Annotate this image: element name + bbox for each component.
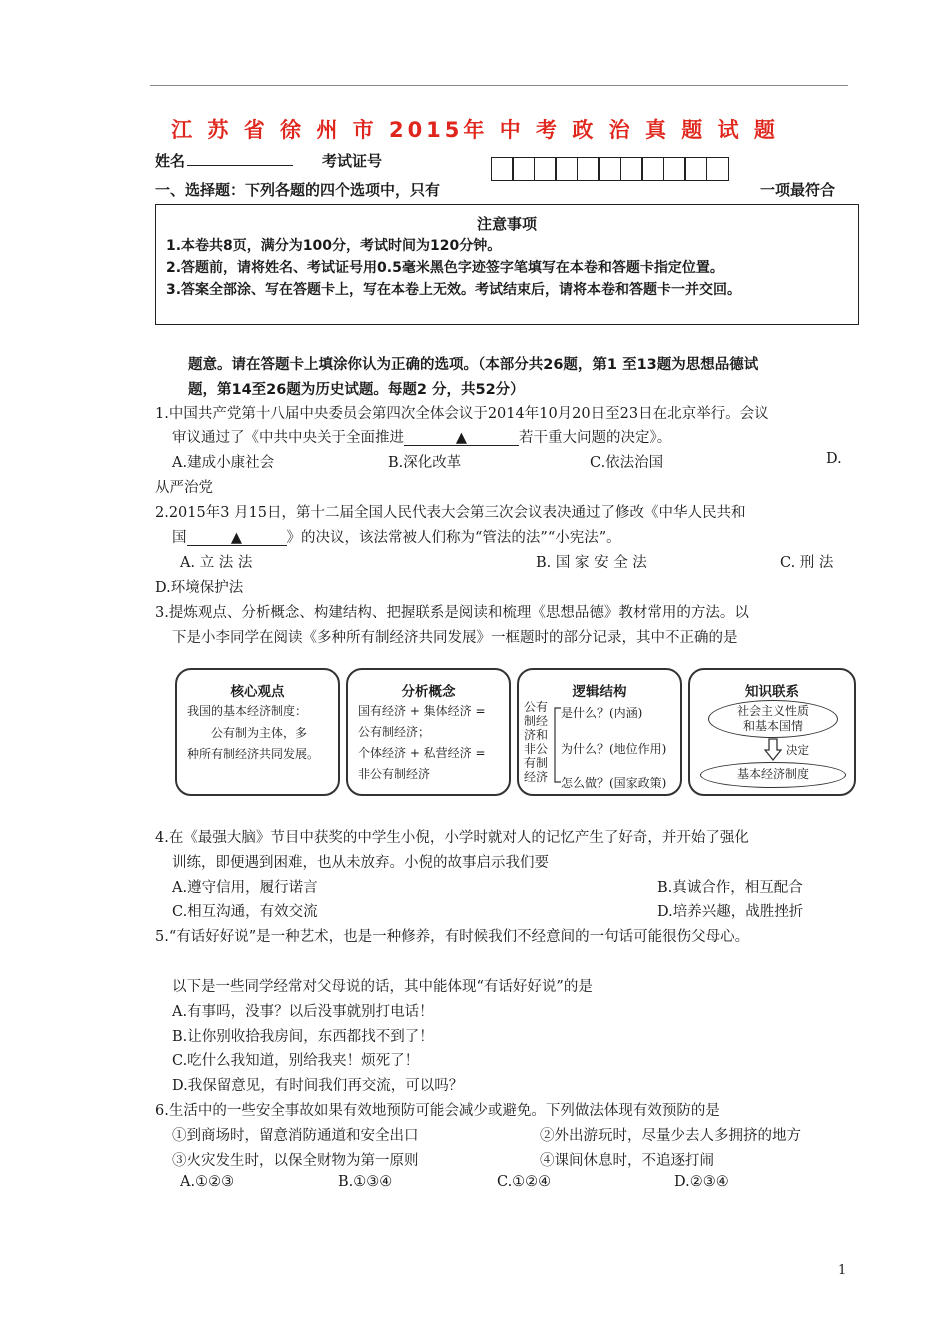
card-concept-analysis [346,668,511,796]
option-a: A.遵守信用，履行诺言 [172,880,318,896]
question-5-stem-2: 以下是一些同学经常对父母说的话，其中能体现“有话好好说”的是 [172,979,593,995]
option-d: D.环境保护法 [155,580,244,596]
card-text: 公有制经济； [358,725,431,739]
card-text: 非公有制经济 [358,767,431,781]
notice-box [155,204,859,325]
name-label: 姓名 [155,152,186,170]
notice-title: 注意事项 [476,215,537,233]
question-3-stem-2: 下是小李同学在阅读《多种所有制经济共同发展》一框题时的部分记录，其中不正确的是 [172,630,738,646]
down-arrow-icon [764,738,782,762]
page-title: 江 苏 省 徐 州 市 2015年 中 考 政 治 真 题 试 题 [171,118,779,142]
option-b: B.真诚合作，相互配合 [657,880,803,896]
question-4-stem: 4.在《最强大脑》节目中获奖的中学生小倪，小学时就对人的记忆产生了好奇，并开始了强化 [155,830,749,846]
card-logic-structure [517,668,682,796]
card-title: 核心观点 [230,684,285,700]
option-c: C.相互沟通，有效交流 [172,904,318,920]
question-3-stem: 3.提炼观点、分析概念、构建结构、把握联系是阅读和梳理《思想品德》教材常用的方法。以 [155,605,749,621]
notice-line: 1.本卷共8页，满分为100分，考试时间为120分钟。 [166,238,502,254]
statement-2: ②外出游玩时，尽量少去人多拥挤的地方 [540,1128,801,1144]
option-b: B.①③④ [338,1174,393,1190]
id-box [706,157,729,181]
statement-1: ①到商场时，留意消防通道和安全出口 [172,1128,419,1144]
option-a: A. 立 法 法 [180,555,253,571]
option-d: D.培养兴趣，战胜挫折 [657,904,804,920]
section-heading: 一、选择题：下列各题的四个选项中，只有 [155,181,441,199]
id-box [641,157,664,181]
question-4-stem-2: 训练，即便遇到困难，也从未放弃。小倪的故事启示我们要 [172,855,549,871]
option-d: D.②③④ [674,1174,729,1190]
option-d: D. [826,451,842,467]
question-6-stem: 6.生活中的一些安全事故如果有效地预防可能会减少或避免。下列做法体现有效预防的是 [155,1103,720,1119]
id-box [620,157,643,181]
card-title: 分析概念 [401,684,456,700]
id-box [534,157,557,181]
option-b: B.深化改革 [388,455,462,471]
card-text: 为什么？(地位作用) [561,742,667,756]
id-box [555,157,578,181]
option-c: C.依法治国 [590,455,664,471]
option-c: C. 刑 法 [780,555,834,571]
option-a: A.有事吗，没事？以后没事就别打电话！ [172,1004,434,1020]
notice-line: 3.答案全部涂、写在答题卡上，写在本卷上无效。考试结束后，请将本卷和答题卡一并交回。 [166,282,742,298]
id-number-boxes [492,157,729,181]
question-2-stem: 2.2015年3 月15日，第十二届全国人民代表大会第三次会议表决通过了修改《中华人民共和 [155,505,746,521]
card-text: 是什么？(内涵) [561,706,643,720]
id-label: 考试证号 [322,152,383,170]
card-text: 公有制为主体，多 [211,726,308,740]
id-box [663,157,686,181]
notice-line: 2.答题前，请将姓名、考试证号用0.5毫米黑色字迹签字笔填写在本卷和答题卡指定位置。 [166,260,724,276]
card-text: 怎么做？(国家政策) [561,776,667,790]
card-text: 个体经济 + 私营经济 = [358,746,486,760]
card-text: 种所有制经济共同发展。 [187,747,320,761]
option-d-text: 从严治党 [155,480,213,496]
card-core-view [175,668,340,796]
option-b: B.让你别收拾我房间，东西都找不到了！ [172,1029,434,1045]
option-b: B. 国 家 安 全 法 [536,555,647,571]
name-underline [187,151,293,166]
question-1-stem-2: 审议通过了《中共中央关于全面推进 ▲ 若干重大问题的决定》。 [172,430,672,446]
option-a: A.建成小康社会 [172,455,275,471]
question-2-stem-2: 国 ▲ 》的决议，该法常被人们称为“管法的法”“小宪法”。 [172,530,621,546]
oval-bottom: 基本经济制度 [700,762,846,788]
question-5-stem: 5.“有话好好说”是一种艺术，也是一种修养，有时候我们不经意间的一句话可能很伤父母心。 [155,929,750,945]
option-c: C.①②④ [497,1174,552,1190]
statement-4: ④课间休息时，不追逐打闹 [540,1153,714,1169]
section-instructions: 题，第14至26题为历史试题。每题2 分，共52分） [188,382,525,398]
card-title: 逻辑结构 [572,684,627,700]
id-box [598,157,621,181]
card-text: 我国的基本经济制度： [187,704,308,718]
answer-blank: ▲ [404,430,519,446]
name-field [155,150,293,171]
section-instructions: 题意。请在答题卡上填涂你认为正确的选项。（本部分共26题，第1 至13题为思想品德试 [188,357,759,373]
section-heading-right: 一项最符合 [760,181,836,199]
card-knowledge-link [688,668,856,796]
id-box [577,157,600,181]
top-rule [150,85,848,86]
answer-blank: ▲ [187,530,287,546]
option-a: A.①②③ [180,1174,235,1190]
card-text: 国有经济 + 集体经济 = [358,704,486,718]
page-number: 1 [838,1263,847,1278]
id-box [491,157,514,181]
statement-3: ③火灾发生时，以保全财物为第一原则 [172,1153,419,1169]
id-box [512,157,535,181]
option-d: D.我保留意见，有时间我们再交流，可以吗？ [172,1078,464,1094]
option-c: C.吃什么我知道，别给我夹！烦死了！ [172,1053,420,1069]
id-box [684,157,707,181]
card-side-text: 公有 制经 济和 非公 有制 经济 [524,700,549,784]
question-1-stem: 1.中国共产党第十八届中央委员会第四次全体会议于2014年10月20日至23日在北京举行。会议 [155,406,769,422]
arrow-label: 决定 [786,743,809,757]
card-title: 知识联系 [745,684,799,700]
oval-top: 社会主义性质 和基本国情 [708,700,838,738]
